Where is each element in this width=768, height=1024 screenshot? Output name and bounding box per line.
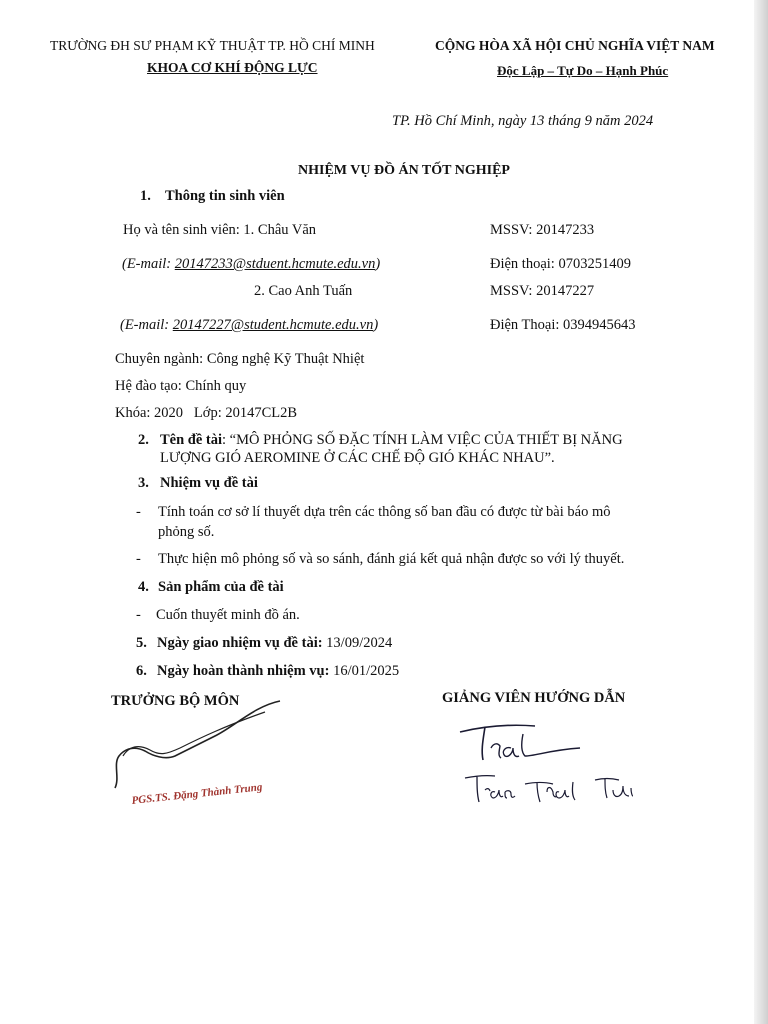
task-item-2: Thực hiện mô phỏng số và so sánh, đánh giá kết quả nhận được so với lý thuyết. xyxy=(158,551,625,567)
section4-number: 4. xyxy=(138,579,149,595)
student1-email-link[interactable]: 20147233@stduent.hcmute.edu.vn xyxy=(174,256,376,272)
email-prefix: (E-mail: xyxy=(120,317,173,333)
training-system: Hệ đào tạo: Chính quy xyxy=(115,378,247,394)
section2-number: 2. xyxy=(138,432,149,448)
task-item-1-line2: phỏng số. xyxy=(158,524,215,540)
document-title: NHIỆM VỤ ĐỒ ÁN TỐT NGHIỆP xyxy=(298,163,510,178)
student2-mssv: MSSV: 20147227 xyxy=(490,283,595,299)
section6-number: 6. xyxy=(136,663,147,679)
product-dash: - xyxy=(136,607,141,623)
major: Chuyên ngành: Công nghệ Kỹ Thuật Nhiệt xyxy=(115,351,365,367)
section3-number: 3. xyxy=(138,475,149,491)
section1-heading: Thông tin sinh viên xyxy=(165,188,285,204)
section5-number: 5. xyxy=(136,635,147,651)
student1-phone: Điện thoại: 0703251409 xyxy=(490,256,631,272)
complete-date-label: Ngày hoàn thành nhiệm vụ: xyxy=(157,663,330,679)
section2-label: Tên đề tài xyxy=(160,432,223,448)
student1-email-line xyxy=(122,256,380,273)
course-class: Khóa: 2020 Lớp: 20147CL2B xyxy=(115,405,298,421)
student2-name: 2. Cao Anh Tuấn xyxy=(254,283,353,299)
section4-heading: Sản phẩm của đề tài xyxy=(158,579,284,595)
school-name: TRƯỜNG ĐH SƯ PHẠM KỸ THUẬT TP. HỒ CHÍ MINH xyxy=(50,38,375,53)
section2-line1 xyxy=(160,432,623,449)
supervisor-title: GIẢNG VIÊN HƯỚNG DẪN xyxy=(442,690,626,706)
student2-email-link[interactable]: 20147227@student.hcmute.edu.vn xyxy=(172,317,374,333)
student2-phone: Điện Thoại: 0394945643 xyxy=(490,317,636,333)
assign-date-line xyxy=(157,635,392,652)
section1-number: 1. xyxy=(140,188,151,204)
task-dash: - xyxy=(136,551,141,567)
student-name-label: Họ và tên sinh viên: 1. Châu Văn xyxy=(123,222,317,238)
national-motto: Độc Lập – Tự Do – Hạnh Phúc xyxy=(497,63,669,78)
section2-title-part1: : “MÔ PHỎNG SỐ ĐẶC TÍNH LÀM VIỆC CỦA THIẾT BỊ NĂNG xyxy=(222,432,623,448)
head-of-department-title: TRƯỞNG BỘ MÔN xyxy=(111,693,240,709)
product-item-1: Cuốn thuyết minh đồ án. xyxy=(156,607,300,623)
task-item-1-line1: Tính toán cơ sở lí thuyết dựa trên các thông số ban đầu có được từ bài báo mô xyxy=(158,504,611,520)
assign-date-label: Ngày giao nhiệm vụ đề tài: xyxy=(157,635,323,651)
section3-heading: Nhiệm vụ đề tài xyxy=(160,475,258,491)
email-suffix: ) xyxy=(373,317,379,333)
faculty-name: KHOA CƠ KHÍ ĐỘNG LỰC xyxy=(147,60,318,75)
task-dash: - xyxy=(136,504,141,520)
date-line: TP. Hồ Chí Minh, ngày 13 tháng 9 năm 2024 xyxy=(392,113,654,129)
complete-date-value: 16/01/2025 xyxy=(329,663,400,679)
head-stamp-name: PGS.TS. Đặng Thành Trung xyxy=(131,781,263,807)
student2-email-line xyxy=(120,317,378,334)
page-edge-shadow xyxy=(754,0,768,1024)
email-prefix: (E-mail: xyxy=(122,256,175,272)
assign-date-value: 13/09/2024 xyxy=(322,635,393,651)
supervisor-signature-image xyxy=(455,718,645,818)
section2-title-part2: LƯỢNG GIÓ AEROMINE Ở CÁC CHẾ ĐỘ GIÓ KHÁC NHAU”. xyxy=(160,450,555,466)
country-name: CỘNG HÒA XÃ HỘI CHỦ NGHĨA VIỆT NAM xyxy=(435,38,715,53)
complete-date-line xyxy=(157,663,399,680)
email-suffix: ) xyxy=(375,256,381,272)
student1-mssv: MSSV: 20147233 xyxy=(490,222,595,238)
